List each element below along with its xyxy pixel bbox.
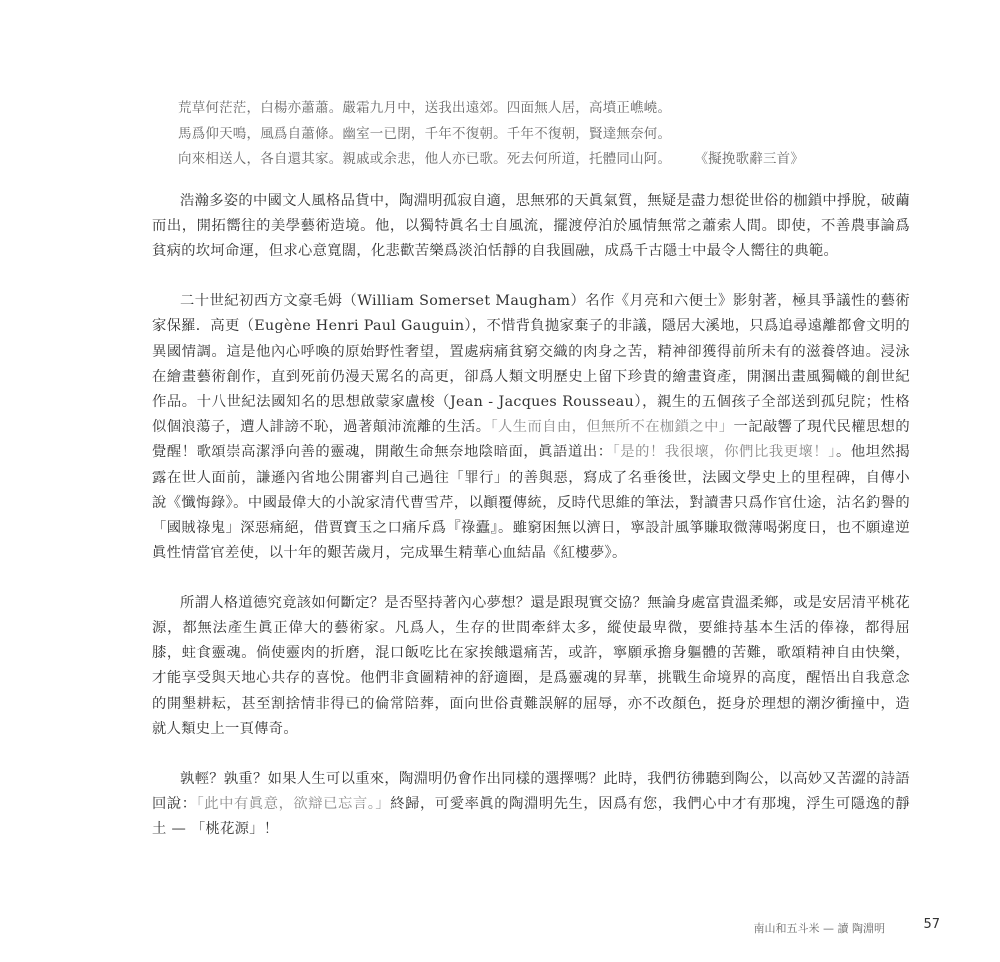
paragraph-4 [152, 767, 910, 843]
running-head: 南山和五斗米 — 讀 陶淵明 [753, 922, 885, 935]
paragraph-2-text-1: 二十世紀初西方文豪毛姆（William Somerset Maugham）名作《月亮和六便士》影射著，極具爭議性的藝術家保羅．高更（Eugène Henri Paul Gauguin），不惜背負拋家棄子的非議，隱居大溪地，只爲追尋遠離都會文明的異國情調。這是他內心呼喚的原始野性奢望，置處病痛貧窮交織的肉身之苦，精神卻獲得前所未有的滋養啓迪。浸泳在繪畫藝術創作，直到死前仍漫天罵名的高更，卻爲人類文明歷史上留下珍貴的繪畫資產，開溷出畫風獨幟的創世紀作品。十八世紀法國知名的思想啟蒙家盧梭（Jean - Jacques Rousseau），親生的五個孩子全部送到孤兒院；性格似個浪蕩子，遭人誹謗不恥，過著顛沛流離的生活。 [152, 293, 910, 436]
page-footer [640, 917, 940, 941]
page-number: 57 [923, 917, 940, 932]
poem-title: 《擬挽歌辭三首》 [701, 151, 805, 167]
paragraph-4-text-1: 孰輕？孰重？如果人生可以重來，陶淵明仍會作出同樣的選擇嗎？此時，我們彷彿聽到陶公，以高妙又苦澀的詩語回說： [152, 770, 910, 812]
paragraph-2-text-3: 。他坦然揭露在世人面前，謙遜內省地公開審判自己過往「罪行」的善與惡，寫成了名垂後世，法國文學史上的里程碑，自傳小說《懺悔錄》。中國最偉大的小說家清代曹雪芹，以顚覆傳統，反時代思維的筆法，對讀書只爲作官仕途，沽名釣譽的「國賊祿鬼」深惡痛絕，借賈寶玉之口痛斥爲『祿蠹』。雖窮困無以濟日，寧設計風箏賺取微薄喝粥度日，也不願違逆眞性情當官差使，以十年的艱苦歲月，完成畢生精華心血結晶《紅樓夢》。 [152, 444, 911, 562]
paragraph-2-text-2: 一記敲響了現代民權思想的覺醒！歌頌崇高潔淨向善的靈魂，開敞生命無奈地陰暗面，眞語道出： [152, 419, 910, 461]
poem-quote [178, 96, 898, 173]
poem-line-3-text: 向來相送人，各自還其家。親戚或余悲，他人亦已歌。死去何所道，托體同山阿。 [178, 151, 672, 167]
poem-line-3 [178, 147, 898, 173]
paragraph-2 [152, 289, 910, 566]
paragraph-4-text-2: 終歸，可愛率眞的陶淵明先生，因爲有您，我們心中才有那塊，浮生可隱逸的靜土 — 「桃花源」！ [152, 795, 911, 837]
poem-line-1: 荒草何茫茫，白楊亦蕭蕭。嚴霜九月中，送我出遠郊。四面無人居，高墳正嶕嶢。 [178, 100, 672, 116]
confession-quote: 「是的！我很壞，你們比我更壞！」 [612, 444, 836, 461]
paragraph-3: 所謂人格道德究竟該如何斷定？是否堅持著內心夢想？還是跟現實交協？無論身處富貴溫柔鄉，或是安居清平桃花源，都無法產生眞正偉大的藝術家。凡爲人，生存的世間牽絆太多，縱使最卑微，要維持基本生活的俸祿，都得屈膝，蛀食靈魂。倘使靈肉的折磨，混口飯吃比在家挨餓還痛苦，或許，寧願承擔身軀體的苦難，歌頌精神自由快樂，才能享受與天地心共存的喜悅。他們非貪圖精神的舒適圈，是爲靈魂的昇華，挑戰生命境界的高度，醒悟出自我意念的開墾耕耘，甚至割捨情非得已的倫常陪葬，面向世俗責難誤解的屈辱，亦不改顏色，挺身於理想的潮汐衝撞中，造就人類史上一頁傳奇。 [152, 594, 910, 737]
paragraph-1: 浩瀚多姿的中國文人風格品貨中，陶淵明孤寂自適，思無邪的天眞氣質，無疑是盡力想從世俗的枷鎖中掙脫，破繭而出，開拓嚮往的美學藝術造境。他，以獨特眞名士自風流，擺渡停泊於風情無常之蕭索人間。即使，不善農事論爲貧病的坎坷命運，但求心意寬闊，化悲歡苦樂爲淡泊恬靜的自我圓融，成爲千古隱士中最令人嚮往的典範。 [152, 193, 910, 260]
tao-quote: 「此中有眞意，欲辯已忘言。」 [196, 795, 391, 812]
rousseau-quote: 「人生而自由，但無所不在枷鎖之中」 [490, 419, 734, 436]
poem-line-2: 馬爲仰天鳴，風爲自蕭條。幽室一已閉，千年不復朝。千年不復朝，賢達無奈何。 [178, 125, 672, 142]
body-text [152, 189, 910, 867]
